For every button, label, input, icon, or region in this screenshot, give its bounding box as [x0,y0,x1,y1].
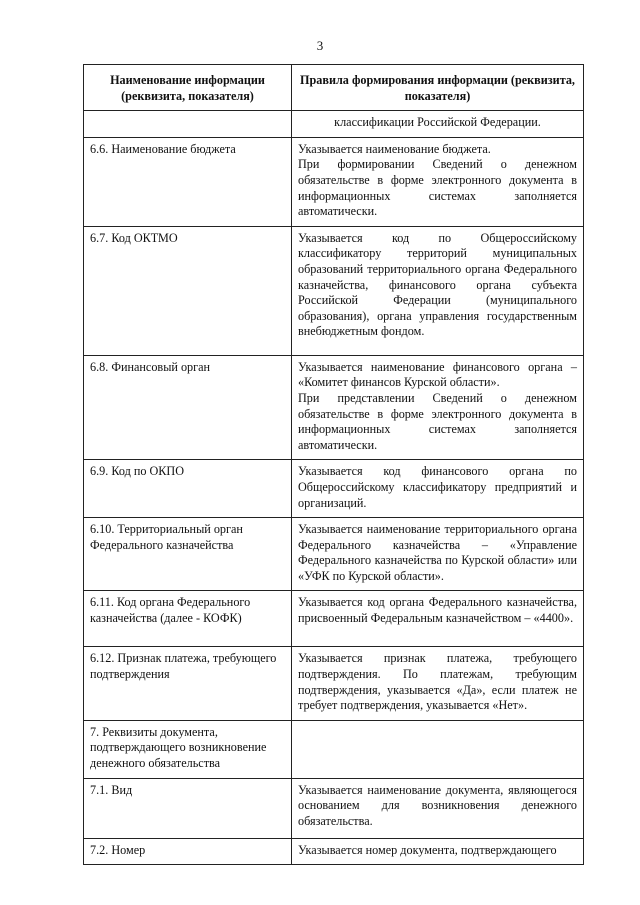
rule-text: При формировании Сведений о денежном обязательстве в форме электронного документа в информационных системах заполняется автоматически. [298,157,577,219]
table-row [84,647,584,720]
row-rules [292,518,584,591]
row-name: 6.10. Территориальный орган Федерального казначейства [84,518,292,591]
rule-text: Указывается код финансового органа по Общероссийскому классификатору предприятий и организаций. [298,464,577,510]
row-rules [292,778,584,838]
rule-text: Указывается код по Общероссийскому классификатору территорий муниципальных образований территориального органа Федерального казначейства, финансового органа субъекта Российской Федерации (муниципального образования), органа управления государственным внебюджетным фондом. [298,230,577,339]
table-row [84,591,584,647]
row-rules [292,355,584,460]
row-rules [292,226,584,355]
table-row [84,778,584,838]
row-name: 6.12. Признак платежа, требующего подтверждения [84,647,292,720]
header-col-rules: Правила формирования информации (реквизита, показателя) [292,65,584,111]
header-col-name: Наименование информации (реквизита, показателя) [84,65,292,111]
rule-text: Указывается признак платежа, требующего подтверждения. По платежам, требующим подтверждения, указывается «Да», если платеж не требует подтверждения, указывается «Нет». [298,651,577,713]
row-rules [292,720,584,778]
rule-text: классификации Российской Федерации. [334,115,541,130]
rule-text: Указывается наименование документа, являющегося основанием для возникновения денежного обязательства. [298,782,577,828]
rule-text: Указывается наименование территориального органа Федерального казначейства – «Управление Федерального казначейства по Курской области» или «УФК по Курской области». [298,522,577,583]
row-name: 6.8. Финансовый орган [84,355,292,460]
table-row [84,838,584,865]
table-row [84,355,584,460]
row-rules [292,591,584,647]
row-rules [292,111,584,138]
row-rules [292,460,584,518]
table-row [84,720,584,778]
info-table [83,64,584,865]
row-name [84,111,292,138]
row-name: 7.1. Вид [84,778,292,838]
row-name: 6.7. Код ОКТМО [84,226,292,355]
table-row [84,226,584,355]
row-rules [292,137,584,226]
table-row [84,111,584,138]
row-name: 7.2. Номер [84,838,292,865]
row-rules [292,838,584,865]
table-header-row [84,65,584,111]
row-name: 6.11. Код органа Федерального казначейства (далее - КОФК) [84,591,292,647]
rule-text: Указывается наименование финансового органа – «Комитет финансов Курской области». [298,359,577,390]
page-number: 3 [316,38,324,53]
table-row [84,460,584,518]
rule-text: Указывается номер документа, подтверждающего [298,842,557,857]
row-rules [292,647,584,720]
table-row [84,137,584,226]
table-row [84,518,584,591]
row-name: 7. Реквизиты документа, подтверждающего возникновение денежного обязательства [84,720,292,778]
rule-text: Указывается код органа Федерального казначейства, присвоенный Федеральным казначейством – «4400». [298,595,577,626]
row-name: 6.9. Код по ОКПО [84,460,292,518]
rule-text: При представлении Сведений о денежном обязательстве в форме электронного документа в информационных системах заполняется автоматически. [298,390,577,452]
row-name: 6.6. Наименование бюджета [84,137,292,226]
rule-text: Указывается наименование бюджета. [298,141,491,156]
